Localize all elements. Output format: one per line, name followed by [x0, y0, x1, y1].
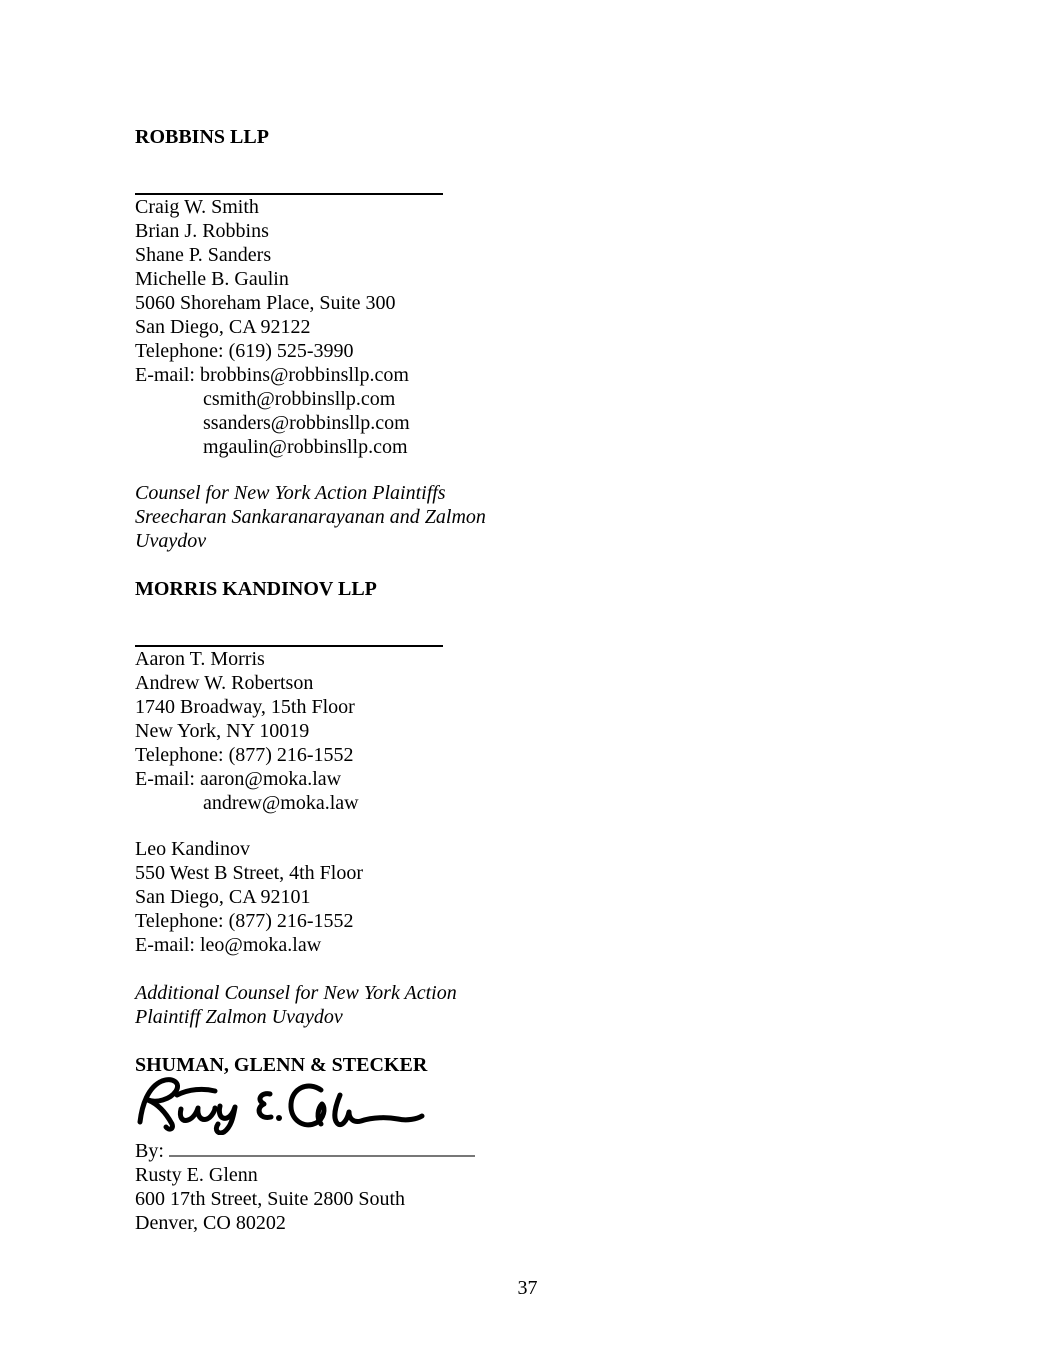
attorney-name: Craig W. Smith: [135, 196, 259, 218]
counsel-note: [135, 981, 1055, 1029]
counsel-note-line: Additional Counsel for New York Action: [135, 982, 457, 1004]
telephone-line: Telephone: (619) 525-3990: [135, 340, 354, 362]
address-line: San Diego, CA 92122: [135, 316, 311, 338]
address-line: San Diego, CA 92101: [135, 886, 311, 908]
second-attorney-block: [135, 837, 1055, 957]
counsel-note-line: Uvaydov: [135, 530, 207, 552]
firm-name-robbins: ROBBINS LLP: [135, 126, 269, 148]
attorney-name: Brian J. Robbins: [135, 220, 269, 242]
attorney-name: Aaron T. Morris: [135, 648, 265, 670]
address-line: 5060 Shoreham Place, Suite 300: [135, 292, 396, 314]
by-label: By:: [135, 1140, 164, 1162]
page-number: 37: [517, 1277, 538, 1299]
firm-name-shuman-glenn-stecker: SHUMAN, GLENN & STECKER: [135, 1054, 428, 1076]
attorney-name: Shane P. Sanders: [135, 244, 272, 266]
attorney-name: Andrew W. Robertson: [135, 672, 314, 694]
attorney-name: Leo Kandinov: [135, 838, 250, 860]
address-line: 1740 Broadway, 15th Floor: [135, 696, 355, 718]
by-signature-line: [169, 1137, 475, 1157]
email-line: mgaulin@robbinsllp.com: [203, 436, 408, 458]
address-line: 550 West B Street, 4th Floor: [135, 862, 364, 884]
address-line: Denver, CO 80202: [135, 1212, 286, 1234]
counsel-note: [135, 481, 1055, 553]
email-line: andrew@moka.law: [203, 792, 359, 814]
email-line: csmith@robbinsllp.com: [203, 388, 396, 410]
counsel-note-line: Plaintiff Zalmon Uvaydov: [135, 1006, 343, 1028]
firm-name-morris-kandinov: MORRIS KANDINOV LLP: [135, 578, 377, 600]
email-line: E-mail: aaron@moka.law: [135, 768, 342, 790]
email-line: E-mail: brobbins@robbinsllp.com: [135, 364, 409, 386]
email-line: ssanders@robbinsllp.com: [203, 412, 410, 434]
telephone-line: Telephone: (877) 216-1552: [135, 744, 354, 766]
attorney-name: Michelle B. Gaulin: [135, 268, 289, 290]
handwritten-signature: [135, 1077, 427, 1135]
email-line: E-mail: leo@moka.law: [135, 934, 322, 956]
address-line: 600 17th Street, Suite 2800 South: [135, 1188, 405, 1210]
by-line: [135, 1137, 1055, 1163]
telephone-line: Telephone: (877) 216-1552: [135, 910, 354, 932]
counsel-note-line: Sreecharan Sankaranarayanan and Zalmon: [135, 506, 486, 528]
counsel-note-line: Counsel for New York Action Plaintiffs: [135, 482, 446, 504]
attorney-name: Rusty E. Glenn: [135, 1164, 258, 1186]
address-line: New York, NY 10019: [135, 720, 310, 742]
